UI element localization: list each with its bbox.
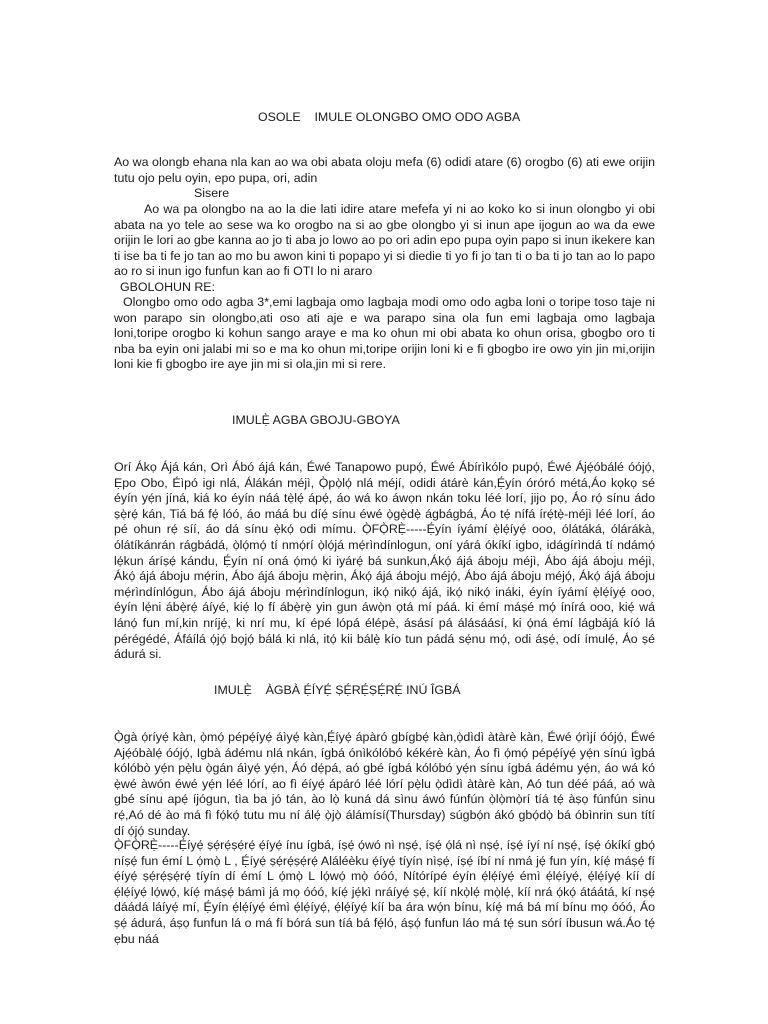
label-gbolohun: GBOLOHUN RE: — [120, 280, 216, 294]
paragraph-gbolohun: Olongbo omo odo agba 3*,emi lagbaja omo lagbaja modi omo odo agba loni o toripe toso taje ni won parapo sin olongbo,ati oso ati aje e wa parapo sina ola fun emi lagbaja omo lagbaja loni,toripe orogbo ki kohun sango araye e ma ko ohun mi obi abata ko ohun orisa, gbogbo oro ti nba ba eyin oni jalabi mi so e ma ko ohun mi,toripe orijin loni ki e fi gbogbo ire owo yin jin mi,orijin loni kie fi gbogbo ire aye jin mi si ola,jin mi si rere. — [114, 295, 655, 372]
paragraph-imule-agba: Orí Ákọ Ájá kán, Orì Ábó ájá kán, Éwé Tanapowo pupọ́, Éwé Ábírìkólo pupọ́, Éwé Ájẹ́óbálé óójọ́, Ẹpo Obo, Éìpó igi nlá, Álákán méjì, Ọ̀pọ̀lọ́ nlá méjí, odidi átárè kán,Ẹ́yín óróró métá,Áo kọkọ sé éyín yẹ́n jíná, kiá ko éyín náá tẹ̀lẹ́ ápẹ́, áo wá ko áwọn nkán toku léé lorí, jijo pọ, Áo rọ́ sínu ádo ṣẹ̀rẹ́ kán, Tiá bá fẹ́ lóó, áo máá bu díẹ́ sínu éwé ọ̀gẹ̀dẹ̀ ágbágbá, Áo tẹ́ nífá írẹ́tẹ̀-méjì léé lorí, áo pé ohun rẹ́ síí, áo dá sínu ẹ̀kọ́ odi mímu. Ọ̀FỌ̀RẸ̀-----Ẹ́yín íyámí ẹ̀lẹ́íyẹ́ ooo, ólátáká, ólárákà, ólátíkánrán rágbádá, ọ̀lọ́mọ́ tí nmọ́rí ọ̀lọ́já mẹ́rìndínlogun, oní yárá ókíkí igbo, idágírìndá tí ndámọ́ lẹ́kun áríṣẹ́ kándu, Ẹ́yín ní oná ọ́mọ́ ki iyárẹ́ bá sunkun,Ákọ́ ájá áboju méjì, Ábo ájá áboju méjì, Ákọ́ ájá áboju mẹ́rin, Ábo ájá áboju mẹ̀rin, Ákọ́ ájá áboju méjọ́, Ábo ájá áboju méjọ́, Ákọ́ ájá áboju mẹ́rìndínlógun, Ábo ájá áboju mẹ́rìndínlogun, ikọ́ nikọ́ ájá, ikọ́ nikọ́ ináki, éyín íyámí ẹ̀lẹ́íyẹ́ ooo, éyín lẹ́ni ábẹ̀rẹ́ áíyé, kiẹ́ lọ fí ábẹ̀rẹ̀ yin gun áwọ̀n ọtá mí páá. ki émí máṣé mọ́ ínírá ooo, kiẹ́ wá lánọ́ fun mí,kin nríjẹ́, ki nrí mu, kí épé lópá élépè, ásásí pá álásáásí, ki ọ́ná émí lágbájá kíó lá pérégédé, Áfáílá ọ́jọ́ bọjọ́ bálá ki nlá, itọ́ kii bálẹ̀ kío tun pádá sẹ́nu mọ́, odi áṣẹ́, odí ímulẹ́, Áo ṣé ádurá si. — [114, 460, 655, 662]
paragraph-ofore-eiye: Ọ̀FỌ̀RẸ̀-----Ẹ́íyẹ́ ṣẹ́rẹ́ṣẹ́rẹ́ ẹ́íyẹ́ ínu ígbá, íṣẹ́ ọ́wó nì nṣẹ́, íṣẹ́ ọ́lá nì nṣẹ́, íṣẹ́ íyí ní nṣẹ́, íṣẹ́ ókíkí gbọ́ níṣẹ́ fun émí L ọ́mọ̀ L , Ẹ́íyẹ́ ṣẹ́rẹ́ṣẹ́rẹ́ Aláléèku ẹ́íyẹ́ tíyín nìṣẹ́, íṣẹ́ íbí ní nmá jẹ́ fun yín, kíẹ́ máṣẹ́ fí ẹ́íyẹ́ ṣẹ́rẹ́ṣẹ́rẹ́ tíyín dí émí L ọ́mọ̀ L lọ́wọ́ mọ̀ óóó, Nítórípé éyín ẹ́lẹ́íyẹ́ émì ẹ́lẹ́íyẹ́, ẹ́lẹ́íyẹ́ kíí dí ẹ́lẹ́íyẹ́ lọ́wọ́, kíẹ́ máṣẹ́ bámì já mọ óóó, kíẹ́ jẹ́kì nráíyẹ́ ṣẹ́, kíí nkọ̀lẹ́ mọ̀lẹ́, kíí nrá ọ́kọ́ átáátá, kí nṣẹ́ dáádá láíyẹ́ mí, Ẹ́yín ẹ́lẹ́íyẹ́ émì ẹ́lẹ́íyẹ́, ẹ́lẹ́íyẹ́ kíí ba ára wọ́n bínu, kíẹ́ má bá mí bínu mọ óóó, Áo ṣẹ́ ádurá, áṣọ funfun lá o má fí bórá sun tíá bá fẹ́ló, áṣọ́ funfun láo má tẹ́ sun sórí íbusun wá.Áo tẹ́ ẹbu náá — [114, 838, 655, 946]
section-title-imule-agba: IMULẸ̀ AGBA GBOJU-GBOYA — [232, 413, 400, 427]
paragraph-imule-eiye: Ọ̀gà ọ́ríyẹ́ kàn, ọ̀mọ́ pépẹ́íyẹ́ áìyẹ́ kàn,Ẹ́íyẹ́ ápàró gbígbẹ́ kàn,ọ̀dìdì àtàrè kàn, Éwé ọ́rìjí óójọ́, Éwé Ajẹ́óbàlẹ́ óójọ́, Igbà ádému nlá nkán, ígbá ónìkólóbó kékérè kàn, Áo fì ọ́mọ́ pépẹ́íyẹ́ yẹ́n sínú ìgbá kólóbò yẹ́n pẹ̀lu ọ̀gán áìyẹ́ yẹ́n, Áó dẹ́pá, aó gbé ígbá kólóbó yẹ́n sínu ígbá ádému yẹ́n, áo wá kó ẹ̀wé àwón éwé yẹ́n léé lórí, ao fì éíyẹ́ ápáró léé lórí pẹ̀lu ọ̀dìdì àtàrè kàn, Aó tun déé páá, aó wà gbé sínu apẹ́ íjógun, tìa ba jó tán, ào lọ̀ kuná dá sìnu áwó fúnfún ọ̀lọ̀mọ̀rí tíá tẹ́ àṣọ fúnfún sinu rẹ́,Aó dé ào má fì fọ́kọ́ tutu mu ní álẹ́ ọ̀jọ̀ álámísí(Thursday) súgbọ́n ákó gbọ́dọ̀ bá óbìnrin sun títí dí ọ́jọ́ sunday. — [114, 730, 655, 838]
section-title-imule-eiye: IMULẸ̀ ÀGBÀ Ẹ́ÍYẸ́ ṢẸ́RẸ́ṢẸ́RẸ́ INÚ ÎGBÁ — [214, 683, 461, 697]
paragraph-intro: Ao wa olongb ehana nla kan ao wa obi abata oloju mefa (6) odidi atare (6) orogbo (6) ati ewe orijin tutu ojo pelu oyin, epo pupa, ori, adin — [114, 155, 655, 185]
label-sisere: Sisere — [194, 186, 230, 200]
paragraph-sisere: Ao wa pa olongbo na ao la die lati idire atare mefefa yi ni ao koko ko si inun olongbo yi obi abata na yo tele ao sese wa ko orogbo na si ao gbe olongbo yi si inun ape ijogun ao wa da ewe orijin le lori ao gbe kanna ao jo ti aba jo lowo ao po ori adin epo pupa oyin papo si inun ikekere kan ti ise ba ti fe jo tan ao mo bu awon kini ti popapo yi si diedie ti yo fi jo tan ti o ba ti jo tan ao lo papo ao ro si inun igo funfun kan ao fi OTI lo ni araro — [114, 202, 655, 279]
section-title-osole: OSOLE IMULE OLONGBO OMO ODO AGBA — [258, 110, 521, 124]
